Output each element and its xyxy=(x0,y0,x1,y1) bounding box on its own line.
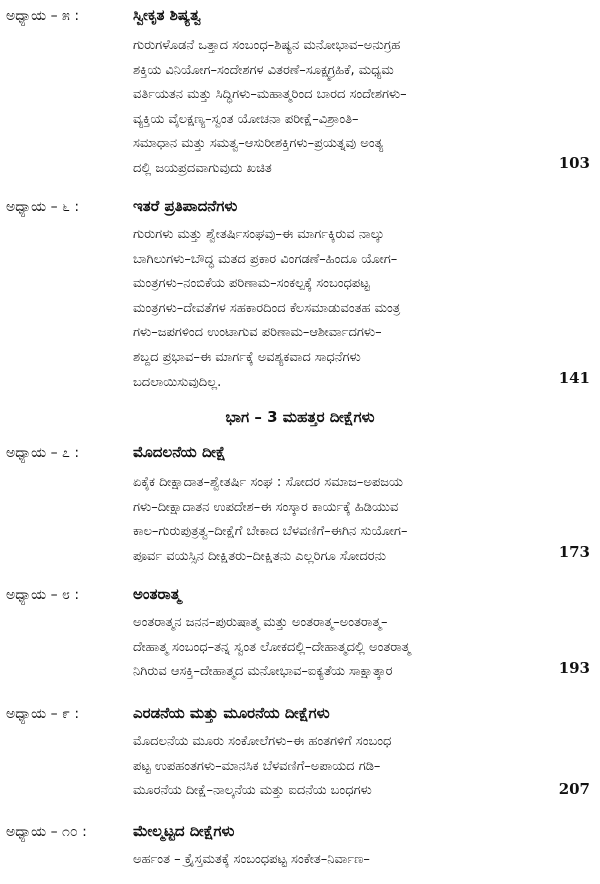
summary-line: ಮೂರನೆಯ ದೀಕ್ಷೆ–ನಾಲ್ಕನೆಯ ಮತ್ತು ಐದನೆಯ ಬಂಧಗಳು xyxy=(133,783,372,799)
page-number: 207 xyxy=(558,780,590,798)
chapter-title: ಎರಡನೆಯ ಮತ್ತು ಮೂರನೆಯ ದೀಕ್ಷೆಗಳು xyxy=(133,704,330,722)
summary-line: ಅಂತರಾತ್ಮನ ಜನನ–ಪುರುಷಾತ್ಮ ಮತ್ತು ಅಂತರಾತ್ಮ–ಅಂತರಾತ್ಮ– xyxy=(133,615,388,630)
chapter-entry-9 xyxy=(0,704,600,799)
summary-line: ವರ್ತಿಯತನ ಮತ್ತು ಸಿದ್ಧಿಗಳು–ಮಹಾತ್ಮರಿಂದ ಬಾರದ ಸಂದೇಶಗಳು– xyxy=(133,87,407,103)
summary-line: ಗಳು–ದೀಕ್ಷಾದಾತನ ಉಪದೇಶ–ಈ ಸಂಸ್ಕಾರ ಕಾರ್ಯಕ್ಕೆ ಹಿಡಿಯುವ xyxy=(133,499,399,515)
summary-line: ಕಾಲ–ಗುರುಪುತ್ರತ್ವ–ದೀಕ್ಷೆಗೆ ಬೇಕಾದ ಬೆಳವಣಿಗೆ–ಈಗಿನ ಸುಯೋಗ– xyxy=(133,524,408,540)
chapter-entry-10 xyxy=(0,822,600,867)
chapter-label: ಅಧ್ಯಾಯ – ೯ : xyxy=(6,706,80,722)
summary-line: ಮಂತ್ರಗಳು–ನಂಬಿಕೆಯ ಪರಿಣಾಮ–ಸಂಕಲ್ಪಕ್ಕೆ ಸಂಬಂಧಪಟ್ಟ xyxy=(133,276,370,292)
chapter-summary xyxy=(133,611,538,685)
chapter-entry-5 xyxy=(0,6,600,176)
summary-line: ಪೂರ್ವ ವಯಸ್ಸಿನ ದೀಕ್ಷಿತರು–ದೀಕ್ಷಿತನು ಎಲ್ಲರಿಗೂ ಸೋದರನು xyxy=(133,548,386,564)
chapter-entry-8 xyxy=(0,585,600,680)
summary-line: ಏಕೈಕ ದೀಕ್ಷಾದಾತ–ಶ್ವೇತರ್ಷಿ ಸಂಘ : ಸೋದರ ಸಮಾಜ–ಅಪಜಯ xyxy=(133,475,403,490)
summary-line: ಗುರುಗಳು ಮತ್ತು ಶ್ವೇತರ್ಷಿಸಂಘವು–ಈ ಮಾರ್ಗಕ್ಕಿರುವ ನಾಲ್ಕು xyxy=(133,227,385,242)
chapter-title: ಮೊದಲನೆಯ ದೀಕ್ಷೆ xyxy=(133,443,226,461)
summary-line: ಶಬ್ದದ ಪ್ರಭಾವ–ಈ ಮಾರ್ಗಕ್ಕೆ ಅವಶ್ಯಕವಾದ ಸಾಧನೆಗಳು xyxy=(133,349,361,365)
summary-line: ಗುರುಗಳೊಡನೆ ಒತ್ತಾದ ಸಂಬಂಧ–ಶಿಷ್ಯನ ಮನೋಭಾವ–ಅನುಗ್ರಹ xyxy=(133,38,401,53)
chapter-label: ಅಧ್ಯಾಯ – ೫ : xyxy=(6,8,80,24)
page-number: 141 xyxy=(558,369,590,387)
summary-line: ದೇಹಾತ್ಮ ಸಂಬಂಧ–ತನ್ನ ಸ್ವಂತ ಲೋಕದಲ್ಲಿ–ದೇಹಾತ್ಮದಲ್ಲಿ ಅಂತರಾತ್ಮ xyxy=(133,639,411,655)
chapter-summary xyxy=(133,848,538,873)
summary-line: ದಲ್ಲಿ ಜಯಪ್ರದವಾಗುವುದು ಖಚಿತ xyxy=(133,160,272,176)
part-heading: ಭಾಗ – 3 ಮಹತ್ತರ ದೀಕ್ಷೆಗಳು xyxy=(225,408,375,426)
chapter-label: ಅಧ್ಯಾಯ – ೬ : xyxy=(6,199,80,215)
summary-line: ಬದಲಾಯಿಸುವುದಿಲ್ಲ. xyxy=(133,374,222,390)
chapter-summary xyxy=(133,730,538,804)
chapter-entry-6 xyxy=(0,197,600,390)
chapter-title: ಮೇಲ್ಮಟ್ಟದ ದೀಕ್ಷೆಗಳು xyxy=(133,822,235,840)
summary-line: ಮಂತ್ರಗಳು–ದೇವತೆಗಳ ಸಹಕಾರದಿಂದ ಕೆಲಸಮಾಡುವಂತಹ ಮಂತ್ರ xyxy=(133,300,401,316)
chapter-label: ಅಧ್ಯಾಯ – ೮ : xyxy=(6,587,80,603)
page-number: 173 xyxy=(558,543,590,561)
chapter-title: ಇತರೆ ಪ್ರತಿಪಾದನೆಗಳು xyxy=(133,197,238,215)
summary-line: ಅರ್ಹಂತ – ಕ್ರೈಸ್ತಮತಕ್ಕೆ ಸಂಬಂಧಪಟ್ಟ ಸಂಕೇತ–ನಿರ್ವಾಣ– xyxy=(133,852,370,867)
summary-line: ಮೊದಲನೆಯ ಮೂರು ಸಂಕೋಲೆಗಳು–ಈ ಹಂತಗಳಿಗೆ ಸಂಬಂಧ xyxy=(133,734,392,749)
chapter-entry-7 xyxy=(0,443,600,564)
summary-line: ಪಟ್ಟ ಉಪಹಂತಗಳು–ಮಾನಸಿಕ ಬೆಳವಣಿಗೆ–ಅಪಾಯದ ಗಡಿ– xyxy=(133,758,381,774)
summary-line: ಸಮಾಧಾನ ಮತ್ತು ಸಮತ್ವ–ಆಸುರೀಶಕ್ತಿಗಳು–ಪ್ರಯತ್ನವು ಅಂತ್ಯ xyxy=(133,136,384,152)
chapter-title: ಅಂತರಾತ್ಮ xyxy=(133,585,181,603)
page-number: 193 xyxy=(558,659,590,677)
chapter-title: ಸ್ವೀಕೃತ ಶಿಷ್ಯತ್ವ xyxy=(133,6,201,24)
chapter-summary xyxy=(133,471,538,569)
chapter-summary xyxy=(133,223,538,395)
summary-line: ಶಕ್ತಿಯ ವಿನಿಯೋಗ–ಸಂದೇಶಗಳ ವಿತರಣೆ–ಸೂಕ್ಷ್ಮಗ್ರಹಿಕೆ, ಮಧ್ಯಮ xyxy=(133,62,394,78)
chapter-summary xyxy=(133,34,538,182)
page-number: 103 xyxy=(558,154,590,172)
chapter-label: ಅಧ್ಯಾಯ – ೧೦ : xyxy=(6,824,87,840)
summary-line: ವ್ಯಕ್ತಿಯ ವೈಲಕ್ಷಣ್ಯ–ಸ್ವಂತ ಯೋಚನಾ ಪರೀಕ್ಷೆ–ವಿಶ್ರಾಂತಿ– xyxy=(133,111,359,127)
summary-line: ಗಳು–ಜಪಗಳಿಂದ ಉಂಟಾಗುವ ಪರಿಣಾಮ–ಆಶೀರ್ವಾದಗಳು– xyxy=(133,325,382,341)
summary-line: ನಿಗಿರುವ ಆಸಕ್ತಿ–ದೇಹಾತ್ಮದ ಮನೋಭಾವ–ಐಕ್ಯತೆಯ ಸಾಕ್ಷಾತ್ಕಾರ xyxy=(133,664,393,680)
chapter-label: ಅಧ್ಯಾಯ – ೭ : xyxy=(6,445,80,461)
summary-line: ಬಾಗಿಲುಗಳು–ಬೌದ್ಧ ಮತದ ಪ್ರಕಾರ ವಿಂಗಡಣೆ–ಹಿಂದೂ ಯೋಗ– xyxy=(133,251,398,267)
